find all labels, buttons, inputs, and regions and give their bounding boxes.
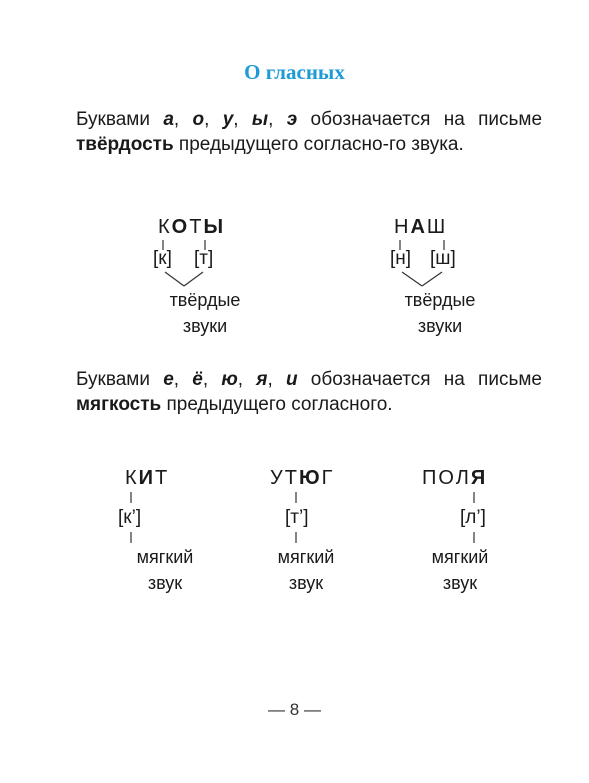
keyword-softness: мягкость (76, 394, 162, 415)
sound-k-soft: [к’] (118, 507, 142, 528)
example-word-kit: КИТ (125, 467, 170, 489)
vowel-letter: я (256, 369, 268, 390)
caption-soft-3: мягкий звук (431, 547, 489, 593)
connector-diagonal (422, 272, 442, 286)
sound-n: [н] (390, 248, 412, 269)
example-word-polya: ПОЛЯ (422, 467, 488, 489)
vowel-letter: а (163, 109, 174, 130)
sound-t-soft: [т’] (285, 507, 309, 528)
connector-diagonal (184, 272, 203, 286)
vowel-letter: ю (221, 369, 238, 390)
keyword-hardness: твёрдость (76, 134, 174, 155)
caption-soft-2: мягкий звук (277, 547, 335, 593)
sound-t: [т] (194, 248, 214, 269)
example-word-utyug: УТЮГ (270, 467, 335, 489)
caption-soft-1: мягкий звук (136, 547, 194, 593)
vowel-letter: о (192, 109, 205, 130)
rule-hard-paragraph: Буквами а, о, у, ы, э обозначается на письме твёрдость предыдущего согласно-го звука. (76, 109, 543, 155)
vowel-letter: и (285, 369, 298, 390)
example-word-koty: КОТЫ (158, 216, 226, 238)
page-title: О гласных (244, 60, 345, 84)
vowel-letter: у (222, 109, 234, 130)
vowel-letter: э (286, 109, 298, 130)
caption-hard-2: твёрдые звуки (404, 290, 476, 336)
vowel-letter: е (163, 369, 174, 390)
sound-sh: [ш] (430, 248, 456, 269)
vowel-letter: ы (251, 109, 269, 130)
caption-hard-1: твёрдые звуки (169, 290, 241, 336)
connector-diagonal (165, 272, 184, 286)
sound-k: [к] (153, 248, 172, 269)
vowel-letter: ё (192, 369, 203, 390)
sound-l-soft: [л’] (460, 507, 486, 528)
example-word-nash: НАШ (394, 216, 448, 238)
rule-soft-paragraph: Буквами е, ё, ю, я, и обозначается на письме мягкость предыдущего согласного. (76, 369, 542, 415)
connector-diagonal (402, 272, 422, 286)
page-number: — 8 — (268, 700, 321, 719)
